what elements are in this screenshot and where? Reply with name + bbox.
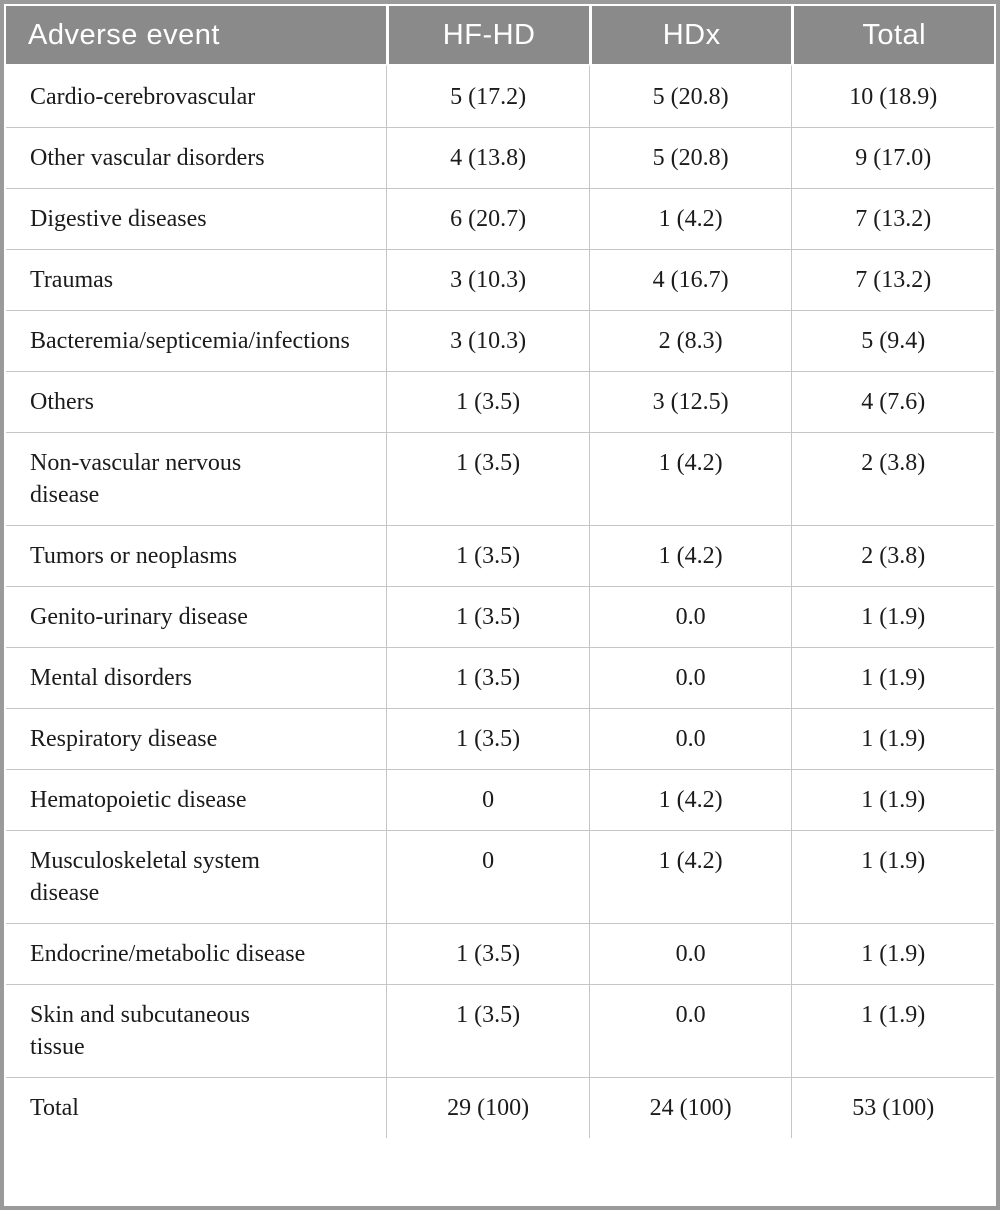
row-value-cell: 5 (17.2) — [386, 64, 589, 127]
table-row — [6, 249, 994, 310]
row-value-cell: 0.0 — [589, 984, 792, 1077]
row-label-cell: Hematopoietic disease — [6, 769, 386, 830]
table-row — [6, 310, 994, 371]
row-value-cell: 9 (17.0) — [791, 127, 994, 188]
header-row — [6, 6, 994, 64]
row-value-cell: 1 (4.2) — [589, 769, 792, 830]
table-header — [6, 6, 994, 64]
row-value-cell: 1 (4.2) — [589, 830, 792, 923]
header-total: Total — [791, 6, 994, 64]
table-body — [6, 64, 994, 1138]
row-label-cell: Non-vascular nervous disease — [6, 432, 386, 525]
row-value-cell: 1 (1.9) — [791, 708, 994, 769]
row-value-cell: 1 (4.2) — [589, 525, 792, 586]
row-label-cell: Respiratory disease — [6, 708, 386, 769]
row-label-cell: Genito-urinary disease — [6, 586, 386, 647]
row-value-cell: 5 (20.8) — [589, 127, 792, 188]
row-value-cell: 1 (3.5) — [386, 371, 589, 432]
table-row — [6, 586, 994, 647]
row-value-cell: 1 (1.9) — [791, 647, 994, 708]
row-label-cell: Musculoskeletal system disease — [6, 830, 386, 923]
row-value-cell: 1 (4.2) — [589, 432, 792, 525]
row-value-cell: 1 (3.5) — [386, 647, 589, 708]
row-value-cell: 4 (16.7) — [589, 249, 792, 310]
row-value-cell: 1 (1.9) — [791, 923, 994, 984]
row-value-cell: 1 (1.9) — [791, 586, 994, 647]
row-label-cell: Digestive diseases — [6, 188, 386, 249]
row-value-cell: 0 — [386, 769, 589, 830]
row-label-cell: Others — [6, 371, 386, 432]
row-label-cell: Traumas — [6, 249, 386, 310]
row-value-cell: 10 (18.9) — [791, 64, 994, 127]
row-label-cell: Total — [6, 1077, 386, 1138]
row-value-cell: 1 (1.9) — [791, 769, 994, 830]
row-value-cell: 7 (13.2) — [791, 188, 994, 249]
row-value-cell: 3 (10.3) — [386, 310, 589, 371]
row-label-cell: Endocrine/metabolic disease — [6, 923, 386, 984]
row-value-cell: 5 (9.4) — [791, 310, 994, 371]
header-adverse-event: Adverse event — [6, 6, 386, 64]
row-value-cell: 2 (3.8) — [791, 432, 994, 525]
table-row — [6, 188, 994, 249]
row-value-cell: 2 (3.8) — [791, 525, 994, 586]
row-value-cell: 53 (100) — [791, 1077, 994, 1138]
row-value-cell: 2 (8.3) — [589, 310, 792, 371]
table-row — [6, 64, 994, 127]
header-hf-hd: HF-HD — [386, 6, 589, 64]
row-label-cell: Mental disorders — [6, 647, 386, 708]
row-value-cell: 7 (13.2) — [791, 249, 994, 310]
table-row — [6, 769, 994, 830]
table-row — [6, 371, 994, 432]
table-row — [6, 830, 994, 923]
adverse-events-table — [6, 6, 994, 1138]
row-label-cell: Cardio-cerebrovascular — [6, 64, 386, 127]
table-row — [6, 525, 994, 586]
row-label-cell: Tumors or neoplasms — [6, 525, 386, 586]
table-row — [6, 984, 994, 1077]
row-value-cell: 0 — [386, 830, 589, 923]
row-value-cell: 1 (1.9) — [791, 984, 994, 1077]
row-value-cell: 1 (3.5) — [386, 708, 589, 769]
row-value-cell: 0.0 — [589, 923, 792, 984]
row-value-cell: 4 (13.8) — [386, 127, 589, 188]
row-value-cell: 3 (12.5) — [589, 371, 792, 432]
row-value-cell: 1 (4.2) — [589, 188, 792, 249]
row-value-cell: 3 (10.3) — [386, 249, 589, 310]
row-label-cell: Other vascular disorders — [6, 127, 386, 188]
row-value-cell: 4 (7.6) — [791, 371, 994, 432]
row-value-cell: 29 (100) — [386, 1077, 589, 1138]
table-row-total — [6, 1077, 994, 1138]
row-value-cell: 0.0 — [589, 708, 792, 769]
table-row — [6, 923, 994, 984]
row-value-cell: 1 (1.9) — [791, 830, 994, 923]
row-value-cell: 0.0 — [589, 647, 792, 708]
table-row — [6, 127, 994, 188]
row-value-cell: 5 (20.8) — [589, 64, 792, 127]
row-label-cell: Bacteremia/septicemia/infections — [6, 310, 386, 371]
row-value-cell: 0.0 — [589, 586, 792, 647]
row-value-cell: 1 (3.5) — [386, 923, 589, 984]
header-hdx: HDx — [589, 6, 792, 64]
row-label-cell: Skin and subcutaneous tissue — [6, 984, 386, 1077]
row-value-cell: 1 (3.5) — [386, 984, 589, 1077]
row-value-cell: 24 (100) — [589, 1077, 792, 1138]
row-value-cell: 1 (3.5) — [386, 432, 589, 525]
table-row — [6, 708, 994, 769]
row-value-cell: 1 (3.5) — [386, 525, 589, 586]
row-value-cell: 6 (20.7) — [386, 188, 589, 249]
table-row — [6, 432, 994, 525]
table-row — [6, 647, 994, 708]
row-value-cell: 1 (3.5) — [386, 586, 589, 647]
